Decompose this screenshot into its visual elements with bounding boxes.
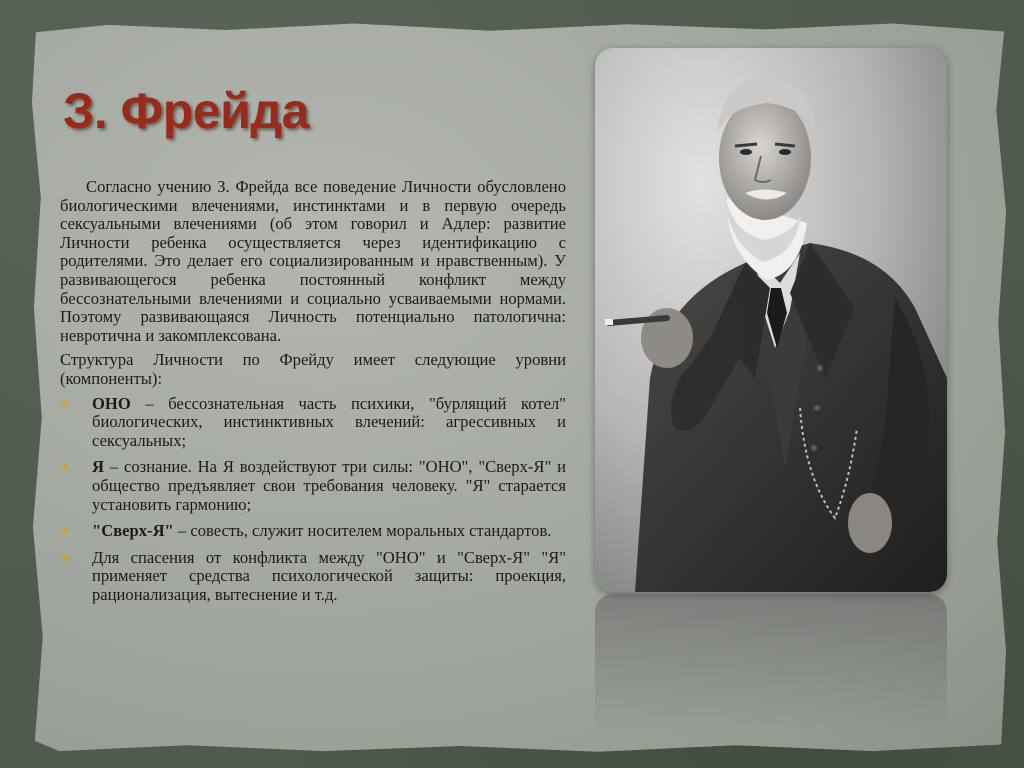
photo-reflection [595, 594, 947, 734]
term-description: Для спасения от конфликта между "ОНО" и "Сверх-Я" "Я" применяет средства психологической защиты: проекция, рационализация, вытеснение и т.д. [92, 547, 566, 604]
term-description: – бессознательная часть психики, "бурлящий котел" биологических, инстинктивных влечений: агрессивных и сексуальных; [92, 393, 566, 450]
term-description: – совесть, служит носителем моральных стандартов. [173, 521, 552, 541]
bullet-icon [62, 464, 68, 470]
list-item [60, 395, 566, 451]
portrait-illustration [595, 48, 947, 592]
term-label: "Сверх-Я" [92, 521, 174, 541]
components-list [60, 395, 566, 605]
list-item [60, 549, 566, 605]
structure-paragraph: Структура Личности по Фрейду имеет следующие уровни (компоненты): [60, 350, 566, 388]
term-description: – сознание. На Я воздействуют три силы: "ОНО", "Сверх-Я" и общество предъявляет свои требования человеку. "Я" старается установить гармонию; [92, 457, 566, 514]
term-label: Я [92, 457, 104, 477]
portrait-photo [595, 48, 947, 592]
bullet-icon [62, 401, 68, 407]
list-item [60, 522, 566, 541]
term-label: ОНО [92, 393, 131, 413]
intro-paragraph: Согласно учению З. Фрейда все поведение Личности обусловлено биологическими влечениями, инстинктами и в первую очередь сексуальными влечениями (об этом говорил и Адлер: развитие Личности ребенка осуществляется через идентификацию с родителями. Это делает его социализированным и нравственным). У развивающегося ребенка постоянный конфликт между бессознательными влечениями и социально усваиваемыми нормами. Поэтому развивающаяся Личность потенциально патологична: невротична и закомплексована. [60, 177, 566, 345]
bullet-icon [62, 555, 68, 561]
slide-body [60, 178, 566, 612]
list-item [60, 458, 566, 514]
slide-title: З. Фрейда [63, 83, 309, 139]
bullet-icon [62, 528, 68, 534]
